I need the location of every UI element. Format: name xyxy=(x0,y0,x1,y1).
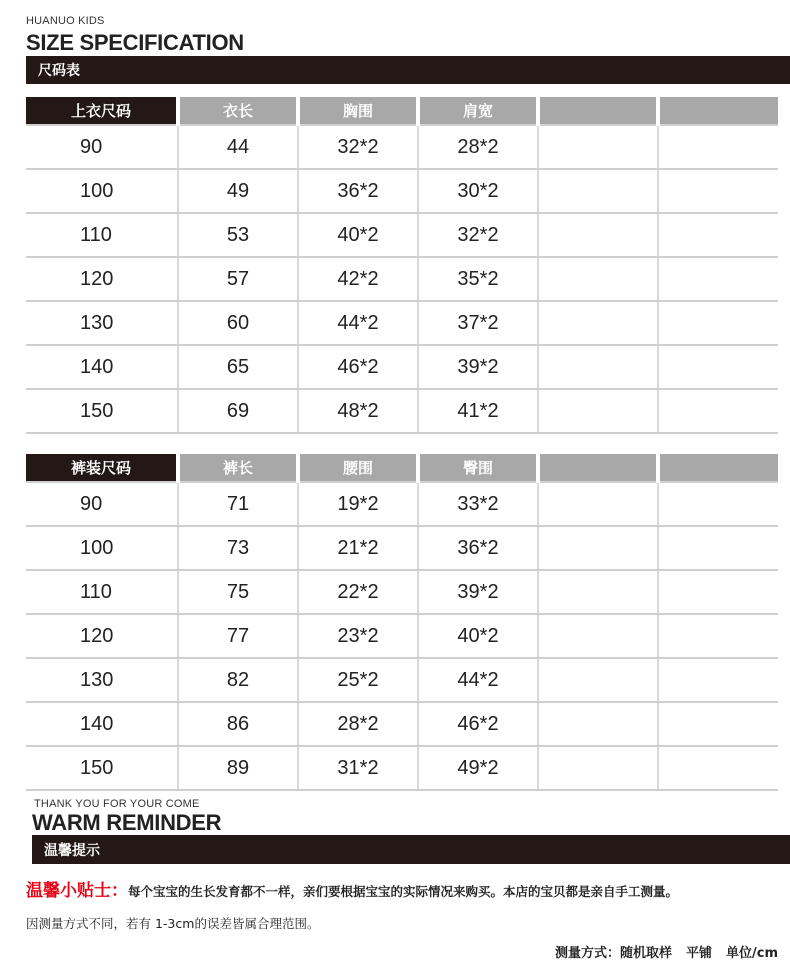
tip-line xyxy=(26,876,678,901)
measure-cell xyxy=(538,702,658,746)
measure-cell: 23*2 xyxy=(298,614,418,658)
measure-cell: 41*2 xyxy=(418,389,538,433)
size-cell: 140 xyxy=(26,345,178,389)
measure-cell: 60 xyxy=(178,301,298,345)
measure-cell xyxy=(658,482,778,526)
measure-cell xyxy=(658,345,778,389)
measure-cell: 75 xyxy=(178,570,298,614)
reminder-bar xyxy=(32,835,790,864)
column-header: 裤长 xyxy=(178,454,298,482)
reminder-title: WARM REMINDER xyxy=(32,810,222,835)
measure-cell xyxy=(658,301,778,345)
table-row xyxy=(26,526,778,570)
measure-cell: 69 xyxy=(178,389,298,433)
measure-cell: 89 xyxy=(178,746,298,790)
tip-text: 每个宝宝的生长发育都不一样，亲们要根据宝宝的实际情况来购买。本店的宝贝都是亲自手工测量。 xyxy=(128,884,679,899)
column-header xyxy=(658,97,778,125)
size-cell: 150 xyxy=(26,746,178,790)
size-cell: 150 xyxy=(26,389,178,433)
column-header: 腰围 xyxy=(298,454,418,482)
measure-cell xyxy=(538,570,658,614)
measure-cell xyxy=(658,257,778,301)
measure-cell xyxy=(658,526,778,570)
measure-info xyxy=(541,942,778,961)
table-row xyxy=(26,658,778,702)
measure-cell xyxy=(538,746,658,790)
measure-cell: 65 xyxy=(178,345,298,389)
measure-cell: 30*2 xyxy=(418,169,538,213)
size-cell: 100 xyxy=(26,169,178,213)
measure-cell xyxy=(658,389,778,433)
measure-cell xyxy=(658,125,778,169)
measure-cell xyxy=(538,526,658,570)
measure-cell: 44 xyxy=(178,125,298,169)
column-header xyxy=(538,454,658,482)
measure-cell xyxy=(538,301,658,345)
measure-cell: 35*2 xyxy=(418,257,538,301)
table-row xyxy=(26,301,778,345)
size-cell: 130 xyxy=(26,658,178,702)
table-row xyxy=(26,257,778,301)
measure-cell xyxy=(658,213,778,257)
measure-cell xyxy=(538,482,658,526)
measure-cell: 53 xyxy=(178,213,298,257)
measure-cell xyxy=(658,702,778,746)
measure-cell xyxy=(538,658,658,702)
measure-cell: 22*2 xyxy=(298,570,418,614)
measure-cell: 28*2 xyxy=(418,125,538,169)
size-cell: 90 xyxy=(26,125,178,169)
measure-cell xyxy=(538,345,658,389)
measure-cell: 46*2 xyxy=(298,345,418,389)
measure-cell: 40*2 xyxy=(418,614,538,658)
size-cell: 110 xyxy=(26,213,178,257)
column-header xyxy=(538,97,658,125)
measure-cell: 57 xyxy=(178,257,298,301)
table-row xyxy=(26,125,778,169)
measure-cell: 48*2 xyxy=(298,389,418,433)
tolerance-note: 因测量方式不同，若有 1-3cm的误差皆属合理范围。 xyxy=(26,916,320,931)
measure-cell: 39*2 xyxy=(418,345,538,389)
measure-method: 测量方式：随机取样 xyxy=(554,946,672,961)
measure-cell: 44*2 xyxy=(418,658,538,702)
column-header: 衣长 xyxy=(178,97,298,125)
measure-cell: 77 xyxy=(178,614,298,658)
column-header: 裤装尺码 xyxy=(26,454,178,482)
size-cell: 90 xyxy=(26,482,178,526)
measure-cell: 36*2 xyxy=(418,526,538,570)
measure-cell xyxy=(658,570,778,614)
measure-cell xyxy=(538,169,658,213)
measure-cell: 44*2 xyxy=(298,301,418,345)
column-header: 肩宽 xyxy=(418,97,538,125)
measure-cell: 19*2 xyxy=(298,482,418,526)
size-chart-label: 尺码表 xyxy=(38,63,80,79)
size-cell: 130 xyxy=(26,301,178,345)
measure-cell xyxy=(538,125,658,169)
measure-cell: 25*2 xyxy=(298,658,418,702)
measure-cell: 32*2 xyxy=(418,213,538,257)
measure-cell: 49 xyxy=(178,169,298,213)
table-row xyxy=(26,614,778,658)
measure-flat: 平铺 xyxy=(685,946,712,961)
measure-cell: 86 xyxy=(178,702,298,746)
measure-cell: 73 xyxy=(178,526,298,570)
measure-cell: 49*2 xyxy=(418,746,538,790)
top-size-table xyxy=(26,97,778,434)
column-header: 上衣尺码 xyxy=(26,97,178,125)
page-title: SIZE SPECIFICATION xyxy=(26,30,244,55)
measure-cell: 21*2 xyxy=(298,526,418,570)
measure-cell xyxy=(658,169,778,213)
table-row xyxy=(26,389,778,433)
column-header: 胸围 xyxy=(298,97,418,125)
column-header: 臀围 xyxy=(418,454,538,482)
measure-cell: 40*2 xyxy=(298,213,418,257)
table-row xyxy=(26,570,778,614)
measure-cell: 37*2 xyxy=(418,301,538,345)
measure-cell xyxy=(538,257,658,301)
measure-cell: 71 xyxy=(178,482,298,526)
size-cell: 100 xyxy=(26,526,178,570)
table-header-row xyxy=(26,454,778,482)
table-row xyxy=(26,213,778,257)
measure-cell: 36*2 xyxy=(298,169,418,213)
measure-cell xyxy=(538,389,658,433)
table-row xyxy=(26,746,778,790)
unit-label: 单位/cm xyxy=(725,946,778,961)
measure-cell: 32*2 xyxy=(298,125,418,169)
size-cell: 120 xyxy=(26,614,178,658)
measure-cell xyxy=(658,658,778,702)
tip-label: 温馨小贴士： xyxy=(26,881,128,901)
measure-cell: 46*2 xyxy=(418,702,538,746)
reminder-bar-label: 温馨提示 xyxy=(44,842,100,859)
brand-text: HUANUO KIDS xyxy=(26,15,105,27)
measure-cell: 31*2 xyxy=(298,746,418,790)
size-chart-bar xyxy=(26,56,790,84)
measure-cell: 33*2 xyxy=(418,482,538,526)
size-cell: 120 xyxy=(26,257,178,301)
table-header-row xyxy=(26,97,778,125)
measure-cell: 39*2 xyxy=(418,570,538,614)
size-cell: 140 xyxy=(26,702,178,746)
table-row xyxy=(26,169,778,213)
measure-cell: 42*2 xyxy=(298,257,418,301)
measure-cell xyxy=(658,614,778,658)
measure-cell: 28*2 xyxy=(298,702,418,746)
table-row xyxy=(26,482,778,526)
column-header xyxy=(658,454,778,482)
size-cell: 110 xyxy=(26,570,178,614)
measure-cell: 82 xyxy=(178,658,298,702)
table-row xyxy=(26,345,778,389)
reminder-eyebrow: THANK YOU FOR YOUR COME xyxy=(34,798,200,810)
table-row xyxy=(26,702,778,746)
measure-cell xyxy=(658,746,778,790)
measure-cell xyxy=(538,213,658,257)
measure-cell xyxy=(538,614,658,658)
bottom-size-table xyxy=(26,454,778,791)
